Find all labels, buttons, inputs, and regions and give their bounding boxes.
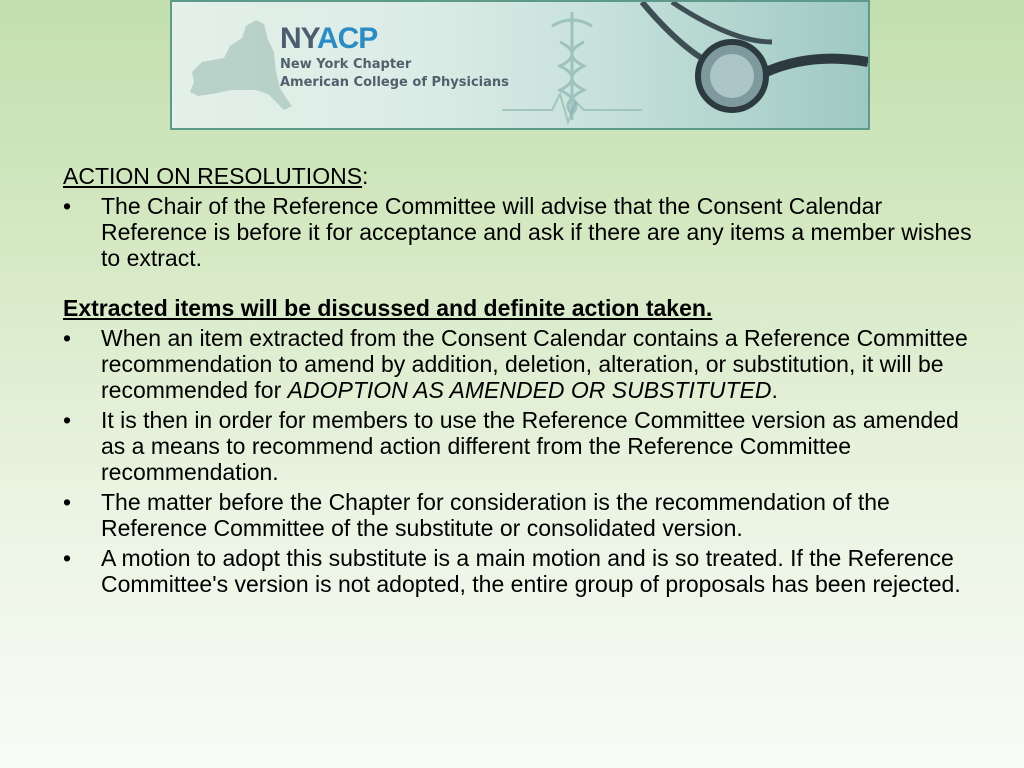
- list-item: [63, 325, 973, 403]
- subtitle-line-2: American College of Physicians: [280, 75, 509, 90]
- top-bullet-list: [63, 193, 973, 271]
- caduceus-icon: [552, 12, 592, 120]
- list-item: [63, 407, 973, 485]
- bullet-text: When an item extracted from the Consent Calendar contains a Reference Committee recommendation to amend by addition, deletion, alteration, or substitution, it will be recommended for: [101, 325, 968, 403]
- subtitle-line-1: New York Chapter: [280, 57, 412, 72]
- section-heading: [63, 163, 973, 189]
- organization-subtitle: [280, 56, 509, 92]
- banner-artwork: [172, 2, 868, 128]
- header-banner: [170, 0, 870, 130]
- bullet-emphasis: ADOPTION AS AMENDED OR SUBSTITUTED: [287, 377, 772, 403]
- logo-wordmark: [280, 24, 509, 54]
- slide-content: [63, 163, 973, 597]
- list-item: [63, 489, 973, 541]
- bullet-text: The matter before the Chapter for consideration is the recommendation of the Reference Committee of the substitute or consolidated version.: [101, 489, 890, 541]
- bullet-icon: •: [63, 407, 72, 433]
- bullet-text: A motion to adopt this substitute is a main motion and is so treated. If the Reference Committee's version is not adopted, the entire group of proposals has been rejected.: [101, 545, 961, 597]
- list-item: [63, 193, 973, 271]
- bullet-icon: •: [63, 193, 72, 219]
- bullet-tail: .: [771, 377, 778, 403]
- organization-logo: [280, 24, 509, 92]
- bullet-icon: •: [63, 489, 72, 515]
- bullet-icon: •: [63, 545, 72, 571]
- bullet-icon: •: [63, 325, 72, 351]
- subheading: Extracted items will be discussed and definite action taken.: [63, 295, 713, 321]
- section-heading-colon: :: [362, 163, 369, 189]
- new-york-state-map-icon: [190, 20, 292, 110]
- bullet-text: It is then in order for members to use the Reference Committee version as amended as a means to recommend action different from the Reference Committee recommendation.: [101, 407, 959, 485]
- section-heading-text: ACTION ON RESOLUTIONS: [63, 163, 363, 189]
- logo-ny: NY: [280, 22, 317, 55]
- main-bullet-list: [63, 325, 973, 597]
- stethoscope-icon: [642, 2, 868, 110]
- bullet-text: The Chair of the Reference Committee will advise that the Consent Calendar Reference is before it for acceptance and ask if there are any items a member wishes to extract.: [101, 193, 972, 271]
- logo-acp: ACP: [316, 22, 378, 55]
- list-item: [63, 545, 973, 597]
